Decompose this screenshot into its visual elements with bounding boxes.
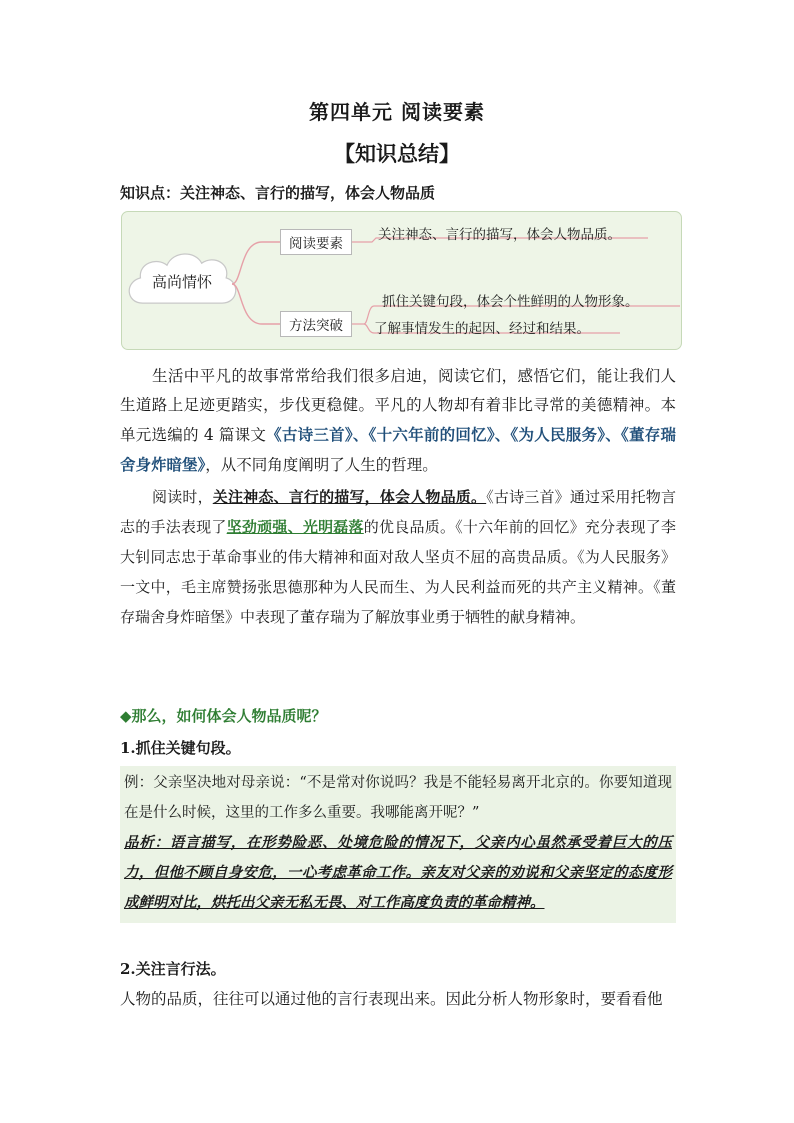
mind-map-leaf: 了解事情发生的起因、经过和结果。 [374,321,590,337]
section-subtitle: 【知识总结】 [334,141,460,166]
intro-text: 生活中平凡的故事常常给我们很多启迪，阅读它们，感悟它们，能让我们人生道路上足迹更踏实，步伐更稳健。平凡的人物却有着非比寻常的美德精神。本单元选编的 4 篇课文 [120,367,676,444]
page-title: 第四单元 阅读要素 [309,100,485,124]
mind-map-root: 高尚情怀 [151,273,212,291]
branch-line [232,242,280,284]
section-2-heading: 2.关注言行法。 [120,960,226,978]
reading-lead: 阅读时， [152,488,213,506]
mind-map-leaf: 抓住关键句段，体会个性鲜明的人物形象。 [382,294,639,310]
knowledge-point-heading: 知识点：关注神态、言行的描写，体会人物品质 [120,184,436,202]
mind-map-node-reading: 阅读要素 [280,229,352,255]
reading-text: 《古诗三首》通过采用托物言志的手法表现了 [120,488,676,536]
reading-paragraph [120,482,676,632]
section-2-text: 人物的品质，往往可以通过他的言行表现出来。因此分析人物形象时，要看看他 [120,990,663,1008]
intro-paragraph [120,362,676,480]
analysis-content: 品析：语言描写，在形势险恶、处境危险的情况下，父亲内心虽然承受着巨大的压力，但他不顾自身安危，一心考虑革命工作。亲友对父亲的劝说和父亲坚定的态度形成鲜明对比，烘托出父亲无私无畏、对工作高度负责的革命精神。 [124,834,672,911]
section-1-heading: 1.抓住关键句段。 [120,739,241,757]
mind-map-leaf: 关注神态、言行的描写，体会人物品质。 [378,227,621,243]
mind-map-node-method: 方法突破 [280,311,352,337]
reading-key-point: 关注神态、言行的描写，体会人物品质。 [212,488,487,506]
example-text: 例：父亲坚决地对母亲说：“不是常对你说吗？我是不能轻易离开北京的。你要知道现在是什么时候，这里的工作多么重要。我哪能离开呢？” [124,775,672,821]
reading-quality-highlight: 坚劲顽强、光明磊落 [226,518,364,536]
lesson-titles: 《古诗三首》、《十六年前的回忆》、《为人民服务》、《董存瑞舍身炸暗堡》 [120,425,676,474]
example-box [120,766,676,923]
intro-text-end: ，从不同角度阐明了人生的哲理。 [205,456,438,474]
analysis-text [124,828,672,918]
question-heading: ◆那么，如何体会人物品质呢？ [120,707,327,725]
branch-line [232,284,280,324]
reading-text-end: 的优良品质。《十六年前的回忆》充分表现了李大钊同志忠于革命事业的伟大精神和面对敌人坚贞不屈的高贵品质。《为人民服务》一文中，毛主席赞扬张思德那种为人民而生、为人民利益而死的共产主义精神。《董存瑞舍身炸暗堡》中表现了董存瑞为了解放事业勇于牺牲的献身精神。 [120,518,676,626]
mind-map [121,211,682,350]
